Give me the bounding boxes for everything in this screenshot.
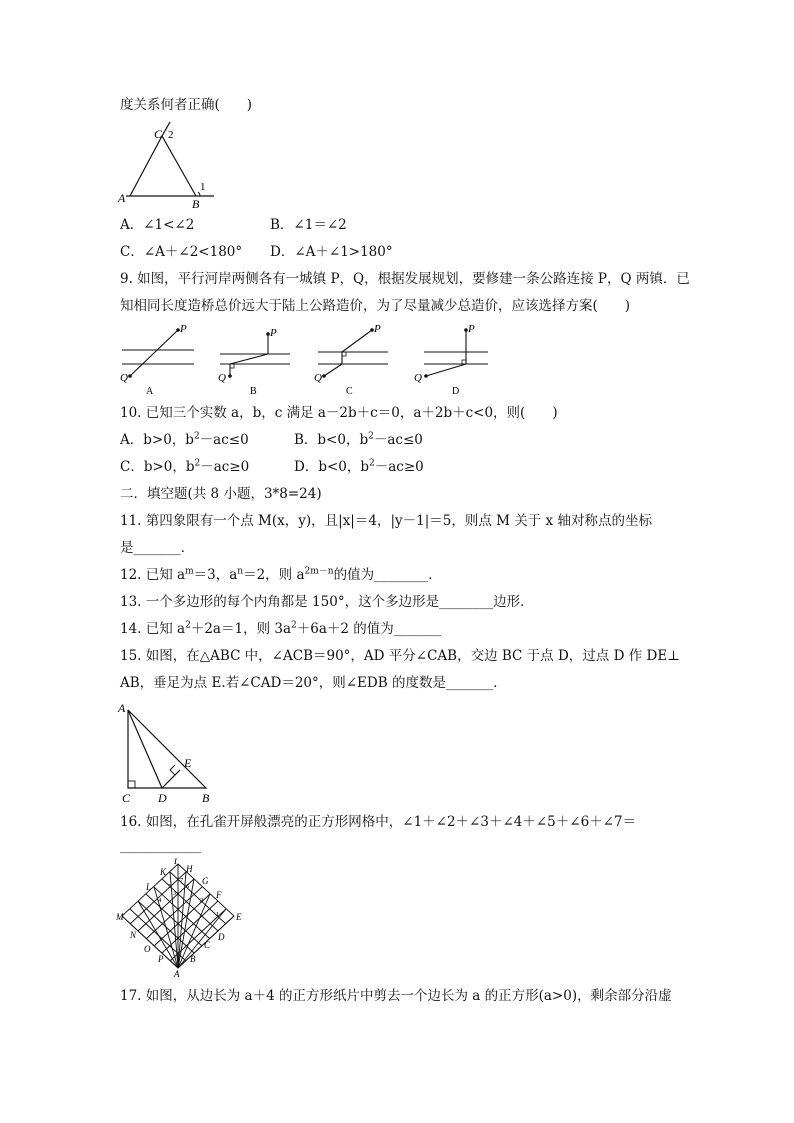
- q8-stem-tail: 度关系何者正确( ): [120, 97, 253, 113]
- q9-figure-c: [312, 322, 396, 402]
- q9b-caption: B: [250, 386, 257, 397]
- q13-line: 13. 一个多边形的每个内角都是 150°，这个多边形是________边形．: [120, 594, 534, 610]
- q8-label-a: A: [118, 191, 126, 205]
- q15-triangle-figure: [116, 700, 220, 810]
- q16-label-m: M: [116, 912, 124, 922]
- q16-peacock-grid-figure: [116, 858, 250, 982]
- q16-label-f: F: [216, 890, 222, 900]
- q9-figure-d: [410, 322, 494, 402]
- q8-option-b: B．∠1＝∠2: [270, 217, 347, 233]
- q16-label-k: K: [160, 867, 167, 877]
- section-2-heading: 二．填空题(共 8 小题，3*8=24): [120, 486, 322, 502]
- q9c-caption: C: [346, 386, 353, 397]
- q10-option-a: A．b>0，$b^2-ac\le 0$: [120, 431, 249, 448]
- q15-label-a: A: [118, 701, 126, 715]
- q16-label-d: D: [218, 932, 225, 942]
- q16-label-h: H: [186, 864, 193, 874]
- q16-label-p: P: [158, 954, 164, 964]
- q10-option-c: C．b>0，$b^2-ac\ge 0$: [120, 458, 250, 475]
- q15-line-2: AB，垂足为点 E.若∠CAD＝20°，则∠EDB 的度数是_______．: [120, 675, 507, 691]
- q16-label-i: I: [174, 858, 177, 866]
- q8-label-2: 2: [168, 129, 174, 141]
- q9-line-1: 9. 如图，平行河岸两侧各有一城镇 P，Q，根据发展规划，要修建一条公路连接 P，Q 两镇．已: [120, 271, 690, 287]
- q8-label-c: C: [154, 127, 163, 141]
- q16-angle-3: 3: [173, 890, 177, 897]
- q16-label-c: C: [204, 940, 211, 950]
- q9-line-2: 知相同长度造桥总价远大于陆上公路造价，为了尽量减少总造价，应该选择方案( ): [120, 298, 631, 314]
- q11-line-1: 11. 第四象限有一个点 M(x，y)，且|x|＝4，|y－1|＝5，则点 M 关于 x 轴对称点的坐标: [120, 513, 652, 529]
- q9a-caption: A: [146, 386, 154, 397]
- q16-angle-7: 7: [180, 877, 184, 884]
- q15-label-b: B: [202, 791, 210, 805]
- q12-answer-blank: ________: [374, 567, 429, 583]
- q15-line-1: 15. 如图，在△ABC 中，∠ACB＝90°，AD 平分∠CAB，交边 BC 于点 D，过点 D 作 DE⊥: [120, 648, 680, 664]
- q16-angle-2: 2: [200, 897, 204, 904]
- q8-label-b: B: [192, 197, 200, 208]
- q15-label-c: C: [122, 791, 131, 805]
- q9a-label-p: P: [180, 323, 187, 335]
- q12-line: 12. 已知 $a^m=3$，$a^n=2$，则 $a^{2m-n}$的值为________．: [120, 566, 442, 583]
- q11-answer-blank: _______: [133, 540, 181, 556]
- q17-line-1: 17. 如图，从边长为 a＋4 的正方形纸片中剪去一个边长为 a 的正方形(a>0)，剩余部分沿虚: [120, 988, 672, 1004]
- q16-angle-5: 5: [168, 883, 172, 890]
- q16-label-a: A: [174, 969, 180, 978]
- q9b-label-p: P: [270, 327, 277, 339]
- q16-angle-4: 4: [158, 897, 162, 904]
- q9-figure-a: [116, 322, 200, 402]
- q8-option-c: C．∠A＋∠2<180°: [120, 244, 243, 260]
- q16-label-o: O: [144, 944, 151, 954]
- q16-label-g: G: [202, 876, 209, 886]
- q11-line-2: 是_______．: [120, 540, 195, 556]
- q9c-label-p: P: [374, 323, 381, 335]
- q16-answer-blank: ____________: [120, 838, 201, 854]
- q9c-label-q: Q: [314, 372, 322, 384]
- q9-figure-b: [214, 322, 298, 402]
- q16-label-n: N: [130, 930, 137, 940]
- q9d-caption: D: [452, 386, 460, 397]
- q16-angle-6: 6: [186, 883, 190, 890]
- q13-answer-blank: ________: [439, 594, 494, 610]
- q9a-label-q: Q: [120, 372, 128, 384]
- q8-triangle-figure: [116, 122, 226, 212]
- q14-line: 14. 已知 $a^2+2a=1$，则 $3a^2+6a+2$ 的值为_______: [120, 620, 442, 637]
- q16-angle-1: 1: [216, 911, 220, 918]
- q16-label-l: L: [146, 882, 152, 892]
- q15-label-e: E: [184, 756, 192, 770]
- q9d-label-p: P: [468, 323, 475, 335]
- q8-label-1: 1: [200, 181, 206, 193]
- q8-option-d: D．∠A＋∠1>180°: [270, 244, 393, 260]
- q16-label-e: E: [236, 912, 242, 922]
- q15-answer-blank: _______: [445, 675, 494, 691]
- q8-option-a: A．∠1<∠2: [120, 217, 195, 233]
- q16-line-1: 16. 如图，在孔雀开屏般漂亮的正方形网格中，∠1＋∠2＋∠3＋∠4＋∠5＋∠6＋∠7＝: [120, 814, 637, 830]
- q16-label-b: B: [190, 954, 196, 964]
- q9d-label-q: Q: [414, 372, 422, 384]
- q9b-label-q: Q: [218, 372, 226, 384]
- q10-option-d: D．b<0，$b^2-ac\ge 0$: [294, 458, 424, 475]
- q10-option-b: B．b<0，$b^2-ac\le 0$: [294, 431, 423, 448]
- q10-stem: 10. 已知三个实数 a，b，c 满足 a－2b＋c＝0，a＋2b＋c<0，则( ): [120, 405, 558, 421]
- q15-label-d: D: [158, 791, 167, 805]
- q14-answer-blank: _______: [393, 621, 442, 637]
